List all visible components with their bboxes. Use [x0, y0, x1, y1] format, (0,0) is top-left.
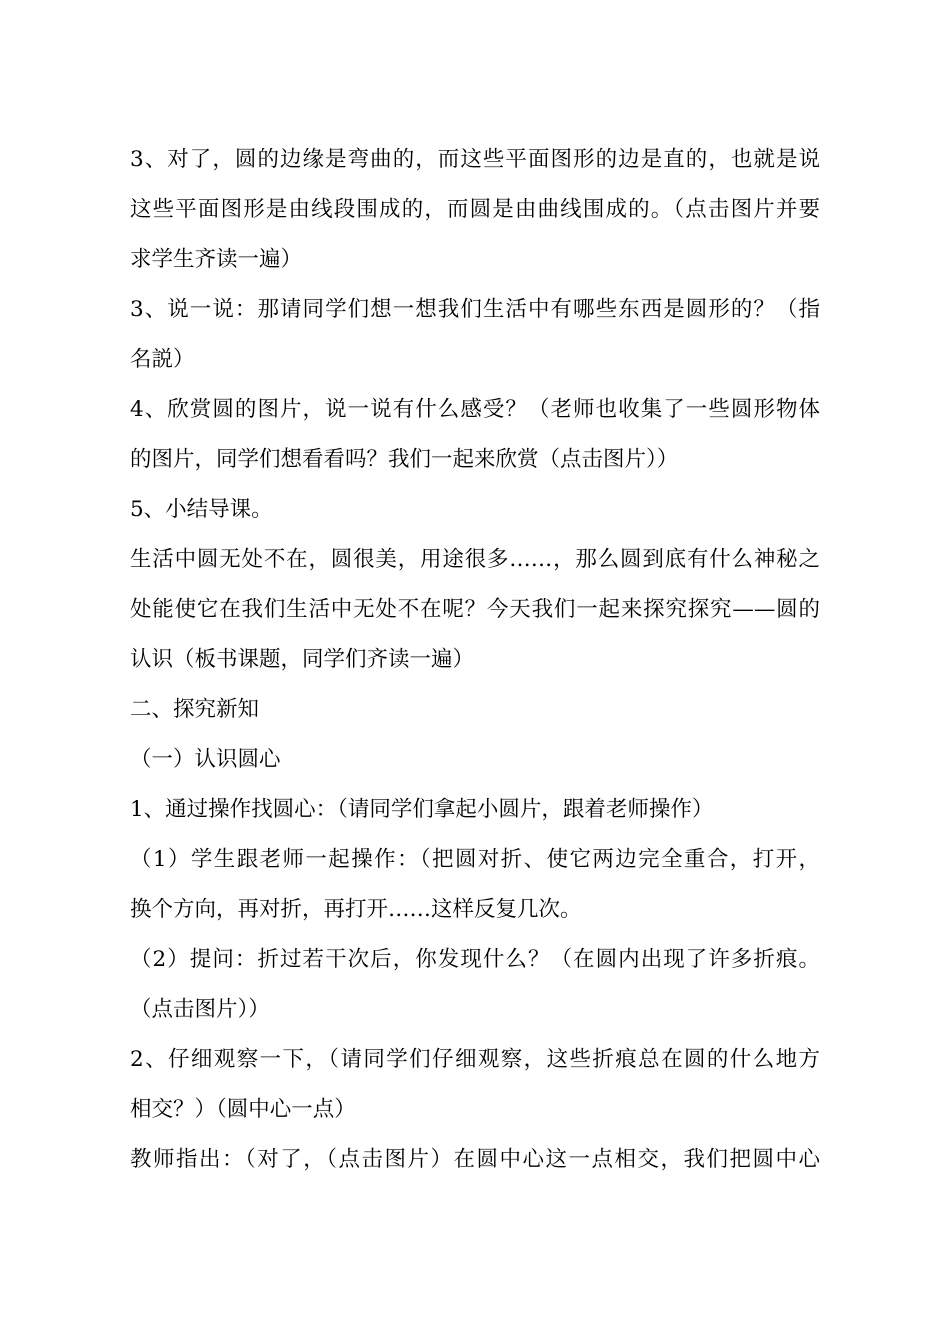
text-line: 认识（板书课题，同学们齐读一遍）: [130, 647, 475, 672]
text-line: 处能使它在我们生活中无处不在呢？今天我们一起来探究探究——圆的: [130, 597, 820, 622]
text-line: 2、仔细观察一下，（请同学们仔细观察，这些折痕总在圆的什么地方: [130, 1047, 820, 1072]
text-line: 3、说一说：那请同学们想一想我们生活中有哪些东西是圆形的？（指: [130, 297, 820, 322]
text-line: （2）提问：折过若干次后，你发现什么？（在圆内出现了许多折痕。: [130, 947, 820, 972]
text-line: （点击图片））: [130, 997, 270, 1022]
document-body: [130, 135, 820, 1185]
subsection-heading: （一）认识圆心: [130, 747, 281, 772]
text-line: 教师指出：（对了，（点击图片）在圆中心这一点相交，我们把圆中心: [130, 1147, 820, 1172]
text-line: 的图片，同学们想看看吗？我们一起来欣赏（点击图片））: [130, 447, 679, 472]
text-line: 换个方向，再对折，再打开……这样反复几次。: [130, 897, 582, 922]
text-line: 生活中圆无处不在，圆很美，用途很多……，那么圆到底有什么神秘之: [130, 547, 820, 572]
section-heading: 二、探究新知: [130, 697, 260, 722]
text-line: 4、欣赏圆的图片，说一说有什么感受？（老师也收集了一些圆形物体: [130, 397, 820, 422]
text-line: 求学生齐读一遍）: [130, 247, 303, 272]
text-line: 名説）: [130, 347, 195, 372]
text-line: 3、对了，圆的边缘是弯曲的，而这些平面图形的边是直的，也就是说: [130, 147, 820, 172]
section-heading: 5、小结导课。: [130, 497, 273, 522]
text-line: （1）学生跟老师一起操作：（把圆对折、使它两边完全重合，打开，: [130, 847, 820, 872]
text-line: 这些平面图形是由线段围成的，而圆是由曲线围成的。（点击图片并要: [130, 197, 820, 222]
text-line: 相交？）（圆中心一点）: [130, 1097, 356, 1122]
text-line: 1、通过操作找圆心：（请同学们拿起小圆片，跟着老师操作）: [130, 797, 714, 822]
